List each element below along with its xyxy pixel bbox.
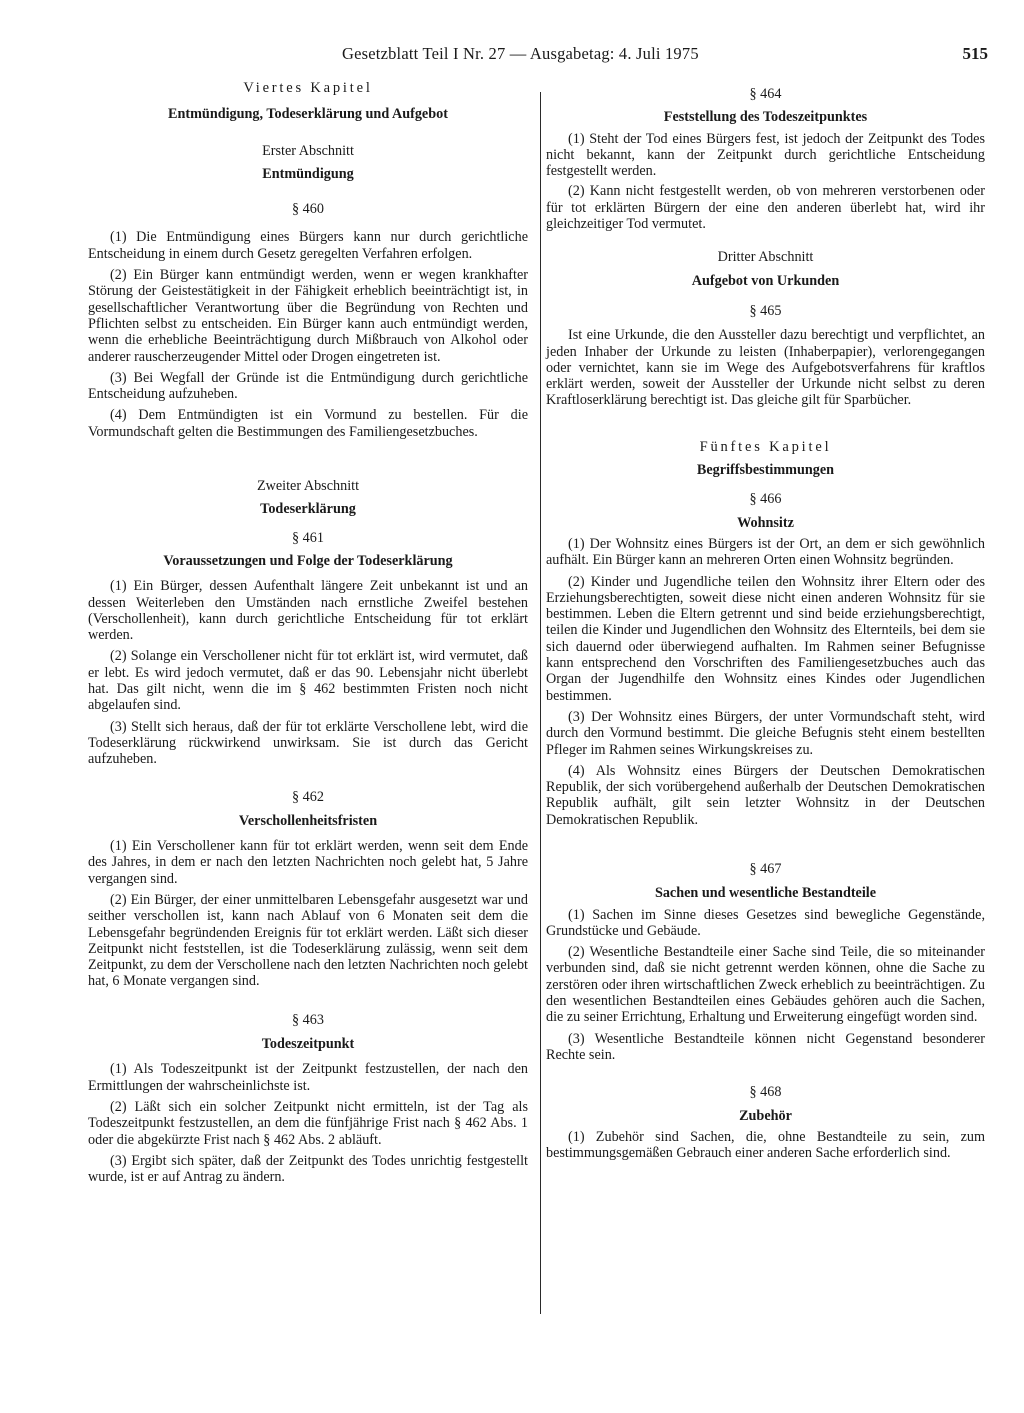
paragraph-text: (1) Der Wohnsitz eines Bürgers ist der Ort, an dem er sich gewöhnlich aufhält. Ein Bürger kann an mehreren Orten einen Wohnsitz begründen. (546, 535, 985, 569)
chapter-label: Viertes Kapitel (243, 80, 373, 96)
paragraph-text: (3) Bei Wegfall der Gründe ist die Entmündigung durch gerichtliche Entscheidung aufzuheben. (88, 369, 528, 403)
paragraph-number: § 462 (292, 788, 324, 805)
paragraph-text: (2) Wesentliche Bestandteile einer Sache sind Teile, die so miteinander verbunden sind, daß sie nicht getrennt werden können, ohne die Sache zu zerstören oder ihren wirtschaftlichen Zweck erheblich zu beeinträchtigen. Zu den wesentlichen Bestandteilen eines Gebäudes gehören auch die Sachen, die zu seiner Errichtung, Erhaltung und Erweiterung eingefügt worden sind. (546, 944, 985, 1026)
section-label: Zweiter Abschnitt (256, 478, 360, 495)
paragraph-title: Sachen und wesentliche Bestandteile (654, 885, 877, 902)
paragraph-text: (4) Als Wohnsitz eines Bürgers der Deutschen Demokratischen Republik, der sich vorübergehend außerhalb der Deutschen Demokratischen Republik aufhält, gilt sein letzter Wohnsitz in der Deutschen Demokratischen Republik. (546, 762, 985, 828)
paragraph-number: § 468 (749, 1084, 782, 1101)
section-title: Aufgebot von Urkunden (691, 272, 840, 289)
column-divider (540, 92, 541, 1314)
paragraph-text: (3) Der Wohnsitz eines Bürgers, der unter Vormundschaft steht, wird durch den Vormund bestimmt. Die gleiche Befugnis steht einem bestellten Pfleger im Rahmen seines Wirkungskreises zu. (546, 708, 985, 758)
paragraph-text: (3) Ergibt sich später, daß der Zeitpunkt des Todes unrichtig festgestellt wurde, ist er auf Antrag zu ändern. (88, 1152, 528, 1186)
section-label: Dritter Abschnitt (717, 249, 814, 266)
paragraph-text: (2) Kinder und Jugendliche teilen den Wohnsitz ihrer Eltern oder des Erziehungsberechtigten, soweit diese nicht einen anderen Wohnsitz für sie bestimmen. Leben die Eltern getrennt und sind beide erziehungsberechtigt, teilen die Kinder und Jugendlichen den Wohnsitz des Elternteils, bei dem sie sich dauernd oder überwiegend aufhalten. Im Rahmen seiner Befugnisse kann entsprechend den Vorschriften des Familiengesetzbuches auch das Organ der Jugendhilfe den Wohnsitz eines Kindes oder Jugendlichen bestimmen. (546, 573, 985, 704)
paragraph-text: (1) Die Entmündigung eines Bürgers kann nur durch gerichtliche Entscheidung in einem durch Gesetz geregelten Verfahren erfolgen. (88, 229, 528, 262)
paragraph-text: (1) Ein Verschollener kann für tot erklärt werden, wenn seit dem Ende des Jahres, in dem er nach den letzten Nachrichten noch gelebt hat, 5 Jahre vergangen sind. (88, 838, 528, 887)
section-title: Entmündigung (262, 165, 354, 182)
page-number: 515 (962, 44, 988, 63)
paragraph-title: Feststellung des Todeszeitpunktes (663, 109, 868, 126)
paragraph-number: § 467 (749, 860, 782, 877)
paragraph-number: § 465 (749, 302, 782, 319)
paragraph-text: (1) Als Todeszeitpunkt ist der Zeitpunkt festzustellen, der nach den Ermittlungen der wahrscheinlichste ist. (88, 1061, 528, 1094)
paragraph-title: Todeszeitpunkt (261, 1036, 355, 1053)
paragraph-text: (3) Stellt sich heraus, daß der für tot erklärte Verschollene lebt, wird die Todeserklärung rückwirkend unwirksam. Sie ist durch das Gericht aufzuheben. (88, 718, 528, 768)
section-label: Erster Abschnitt (262, 142, 354, 159)
paragraph-text: (1) Ein Bürger, dessen Aufenthalt längere Zeit unbekannt ist und an dessen Weiterleben den Umständen nach ernstliche Zweifel bestehen (Verschollenheit), kann durch gerichtliche Entscheidung für tot erklärt werden. (88, 578, 528, 644)
paragraph-text: (2) Ein Bürger, der einer unmittelbaren Lebensgefahr ausgesetzt war und seither verschollen ist, kann nach Ablauf von 6 Monaten seit dem die Lebensgefahr begründenden Ereignis für tot erklärt werden. Läßt sich dieser Zeitpunkt nicht feststellen, ist die Todeserklärung zulässig, wenn seit dem Zeitpunkt, zu dem der Verschollene nach den letzten Nachrichten noch gelebt hat, 6 Monate vergangen sind. (88, 891, 528, 990)
chapter-title: Entmündigung, Todeserklärung und Aufgebot (168, 106, 448, 123)
section-title: Todeserklärung (260, 501, 356, 518)
chapter-title: Begriffsbestimmungen (696, 462, 835, 479)
paragraph-text: (2) Kann nicht festgestellt werden, ob von mehreren verstorbenen oder für tot erklärten Bürgern der eine den anderen überlebt hat, wird ihr gleichzeitiger Tod vermutet. (546, 183, 985, 233)
left-column (88, 80, 528, 1185)
gazette-title: Gesetzblatt Teil I Nr. 27 — Ausgabetag: 4. Juli 1975 (342, 44, 699, 63)
paragraph-title: Verschollenheitsfristen (238, 812, 378, 829)
paragraph-text: (2) Solange ein Verschollener nicht für tot erklärt ist, wird vermutet, daß er lebt. Es wird jedoch vermutet, daß er das 90. Lebensjahr nicht überlebt hat. Das gilt nicht, wenn die im § 462 bestimmten Fristen noch nicht abgelaufen sind. (88, 648, 528, 714)
paragraph-number: § 466 (749, 491, 782, 508)
paragraph-number: § 460 (292, 201, 324, 218)
paragraph-text: (2) Läßt sich ein solcher Zeitpunkt nicht ermitteln, ist der Tag als Todeszeitpunkt festzustellen, an dem die fünfjährige Frist nach § 462 Abs. 1 oder die abgekürzte Frist nach § 462 Abs. 2 abläuft. (88, 1098, 528, 1148)
paragraph-title: Wohnsitz (737, 514, 794, 531)
paragraph-text: (3) Wesentliche Bestandteile können nicht Gegenstand besonderer Rechte sein. (546, 1030, 985, 1063)
paragraph-number: § 464 (749, 86, 782, 102)
paragraph-text: Ist eine Urkunde, die den Aussteller dazu berechtigt und verpflichtet, an jeden Inhaber der Urkunde zu leisten (Inhaberpapier), verlorengegangen oder vernichtet, kann sie im Wege des Aufgebotsverfahrens für kraftlos erklärt werden, soweit der Aussteller der Urkunde nicht selbst zu deren Kraftloserklärung berechtigt ist. Das gleiche gilt für Sparbücher. (546, 327, 985, 409)
page-header (92, 44, 990, 70)
paragraph-text: (1) Zubehör sind Sachen, die, ohne Bestandteile zu sein, zum bestimmungsgemäßen Gebrauch einer anderen Sache erforderlich sind. (546, 1128, 985, 1162)
paragraph-text: (1) Sachen im Sinne dieses Gesetzes sind bewegliche Gegenstände, Grundstücke und Gebäude. (546, 906, 985, 939)
paragraph-number: § 461 (292, 529, 324, 546)
paragraph-text: (2) Ein Bürger kann entmündigt werden, wenn er wegen krankhafter Störung der Geistestätigkeit in der Fähigkeit erheblich beeinträchtigt ist, in gesellschaftlicher Verantwortung über die Begründung von Rechten und Pflichten selbst zu entscheiden. Ein Bürger kann auch entmündigt werden, wenn die erhebliche Beeinträchtigung durch Mißbrauch von Alkohol oder anderer rauscherzeugender Mittel oder Drogen eingetreten ist. (88, 267, 528, 365)
right-column (546, 86, 985, 1161)
paragraph-text: (4) Dem Entmündigten ist ein Vormund zu bestellen. Für die Vormundschaft gelten die Bestimmungen des Familiengesetzbuches. (88, 407, 528, 440)
paragraph-number: § 463 (292, 1011, 324, 1028)
paragraph-text: (1) Steht der Tod eines Bürgers fest, ist jedoch der Zeitpunkt des Todes nicht bekannt, kann der Zeitpunkt durch gerichtliche Entscheidung festgestellt werden. (546, 130, 985, 180)
paragraph-title: Zubehör (739, 1107, 792, 1124)
paragraph-title: Voraussetzungen und Folge der Todeserklärung (163, 552, 453, 569)
chapter-label: Fünftes Kapitel (699, 438, 832, 455)
